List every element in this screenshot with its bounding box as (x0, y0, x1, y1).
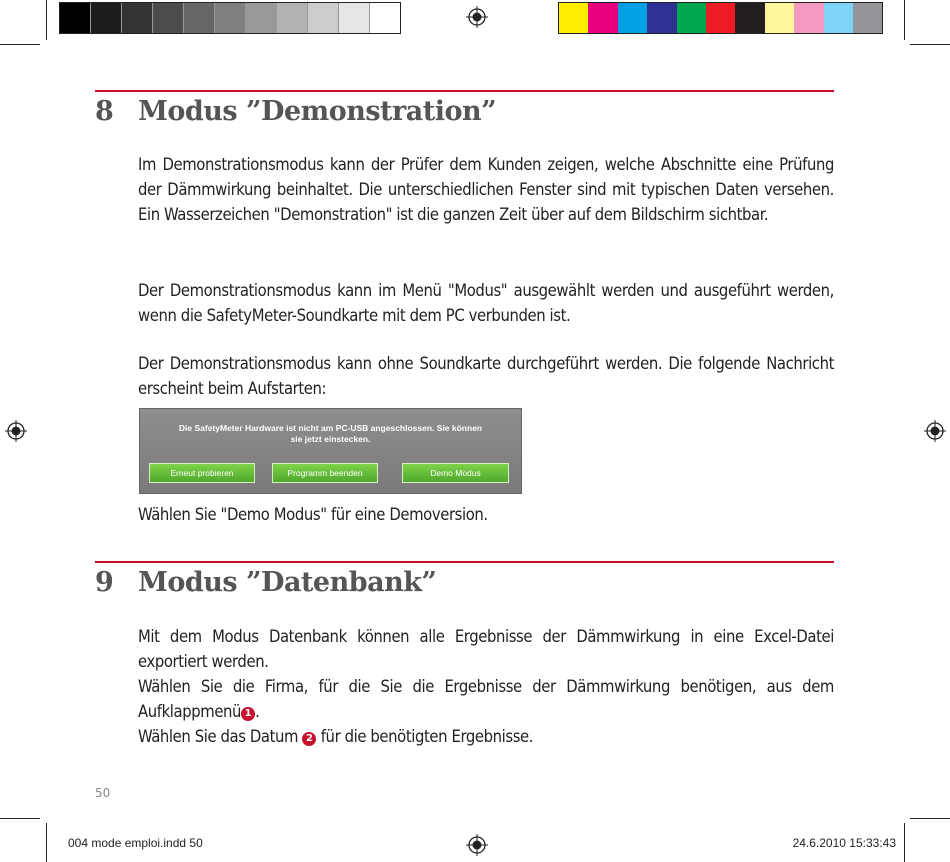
calibration-swatch (370, 3, 400, 33)
crop-mark (910, 818, 950, 819)
calibration-swatch (60, 3, 91, 33)
section-title: Modus ”Demonstration” (138, 96, 497, 127)
calibration-swatch (765, 3, 794, 33)
grayscale-calibration-bar (59, 2, 401, 34)
calibration-swatch (91, 3, 122, 33)
dialog-message-line: sie jetzt einstecken. (290, 434, 371, 444)
calibration-swatch (122, 3, 153, 33)
retry-button: Erneut probieren (149, 463, 255, 483)
section-9-paragraph-2 (138, 674, 834, 724)
section-divider (95, 90, 834, 92)
paragraph-text: . (255, 702, 260, 721)
calibration-swatch (277, 3, 308, 33)
hardware-missing-dialog-screenshot (139, 408, 522, 494)
demo-mode-button: Demo Modus (402, 463, 509, 483)
calibration-swatch (647, 3, 676, 33)
section-8-paragraph-2: Der Demonstrationsmodus kann im Menü "Modus" ausgewählt werden und ausgeführt werden, wenn die SafetyMeter-Soundkarte mit dem PC verbunden ist. (138, 281, 834, 325)
section-8-paragraph-4: Wählen Sie "Demo Modus" für eine Demoversion. (138, 505, 488, 524)
registration-mark-icon (466, 6, 488, 28)
crop-mark (46, 823, 47, 862)
calibration-swatch (853, 3, 882, 33)
calibration-swatch (246, 3, 277, 33)
section-number: 9 (95, 567, 114, 598)
calibration-swatch (588, 3, 617, 33)
calibration-swatch (677, 3, 706, 33)
calibration-swatch (184, 3, 215, 33)
callout-2-icon: 2 (302, 732, 316, 746)
callout-1-icon: 1 (241, 707, 255, 721)
section-number: 8 (95, 96, 114, 127)
section-9-paragraph-3 (138, 724, 834, 749)
section-9-paragraph-1: Mit dem Modus Datenbank können alle Ergebnisse der Dämmwirkung in eine Excel-Datei exportiert werden. (138, 627, 834, 671)
calibration-swatch (735, 3, 764, 33)
crop-mark (904, 823, 905, 862)
calibration-swatch (706, 3, 735, 33)
calibration-swatch (559, 3, 588, 33)
section-8-paragraph-1: Im Demonstrationsmodus kann der Prüfer dem Kunden zeigen, welche Abschnitte eine Prüfung der Dämmwirkung beinhaltet. Die unterschiedlichen Fenster sind mit typischen Daten versehen. Ein Wasserzeichen "Demonstration" ist die ganzen Zeit über auf dem Bildschirm sichtbar. (138, 155, 834, 224)
section-title: Modus ”Datenbank” (138, 567, 437, 598)
footer-filename: 004 mode emploi.indd 50 (68, 836, 203, 850)
section-9-heading (95, 567, 436, 598)
color-calibration-bar (558, 2, 883, 34)
page-number: 50 (95, 786, 111, 800)
crop-mark (910, 44, 950, 45)
calibration-swatch (339, 3, 370, 33)
calibration-swatch (824, 3, 853, 33)
registration-mark-icon (5, 420, 27, 442)
registration-mark-icon (466, 834, 488, 856)
footer-timestamp: 24.6.2010 15:33:43 (792, 836, 896, 850)
calibration-swatch (153, 3, 184, 33)
calibration-swatch (308, 3, 339, 33)
calibration-swatch (794, 3, 823, 33)
section-8-heading (95, 96, 496, 127)
quit-program-button: Programm beenden (272, 463, 378, 483)
calibration-swatch (618, 3, 647, 33)
crop-mark (0, 818, 40, 819)
dialog-message (140, 423, 521, 445)
crop-mark (46, 0, 47, 40)
section-divider (95, 561, 834, 563)
dialog-message-line: Die SafetyMeter Hardware ist nicht am PC-USB angeschlossen. Sie können (178, 423, 483, 433)
crop-mark (0, 44, 40, 45)
crop-mark (904, 0, 905, 40)
section-8-paragraph-3: Der Demonstrationsmodus kann ohne Soundkarte durchgeführt werden. Die folgende Nachricht erscheint beim Aufstarten: (138, 354, 834, 398)
registration-mark-icon (924, 420, 946, 442)
paragraph-text: für die benötigten Ergebnisse. (316, 727, 534, 746)
paragraph-text: Wählen Sie das Datum (138, 727, 303, 746)
calibration-swatch (215, 3, 246, 33)
paragraph-text: Wählen Sie die Firma, für die Sie die Ergebnisse der Dämmwirkung benötigen, aus dem Aufklappmenü (138, 677, 834, 721)
